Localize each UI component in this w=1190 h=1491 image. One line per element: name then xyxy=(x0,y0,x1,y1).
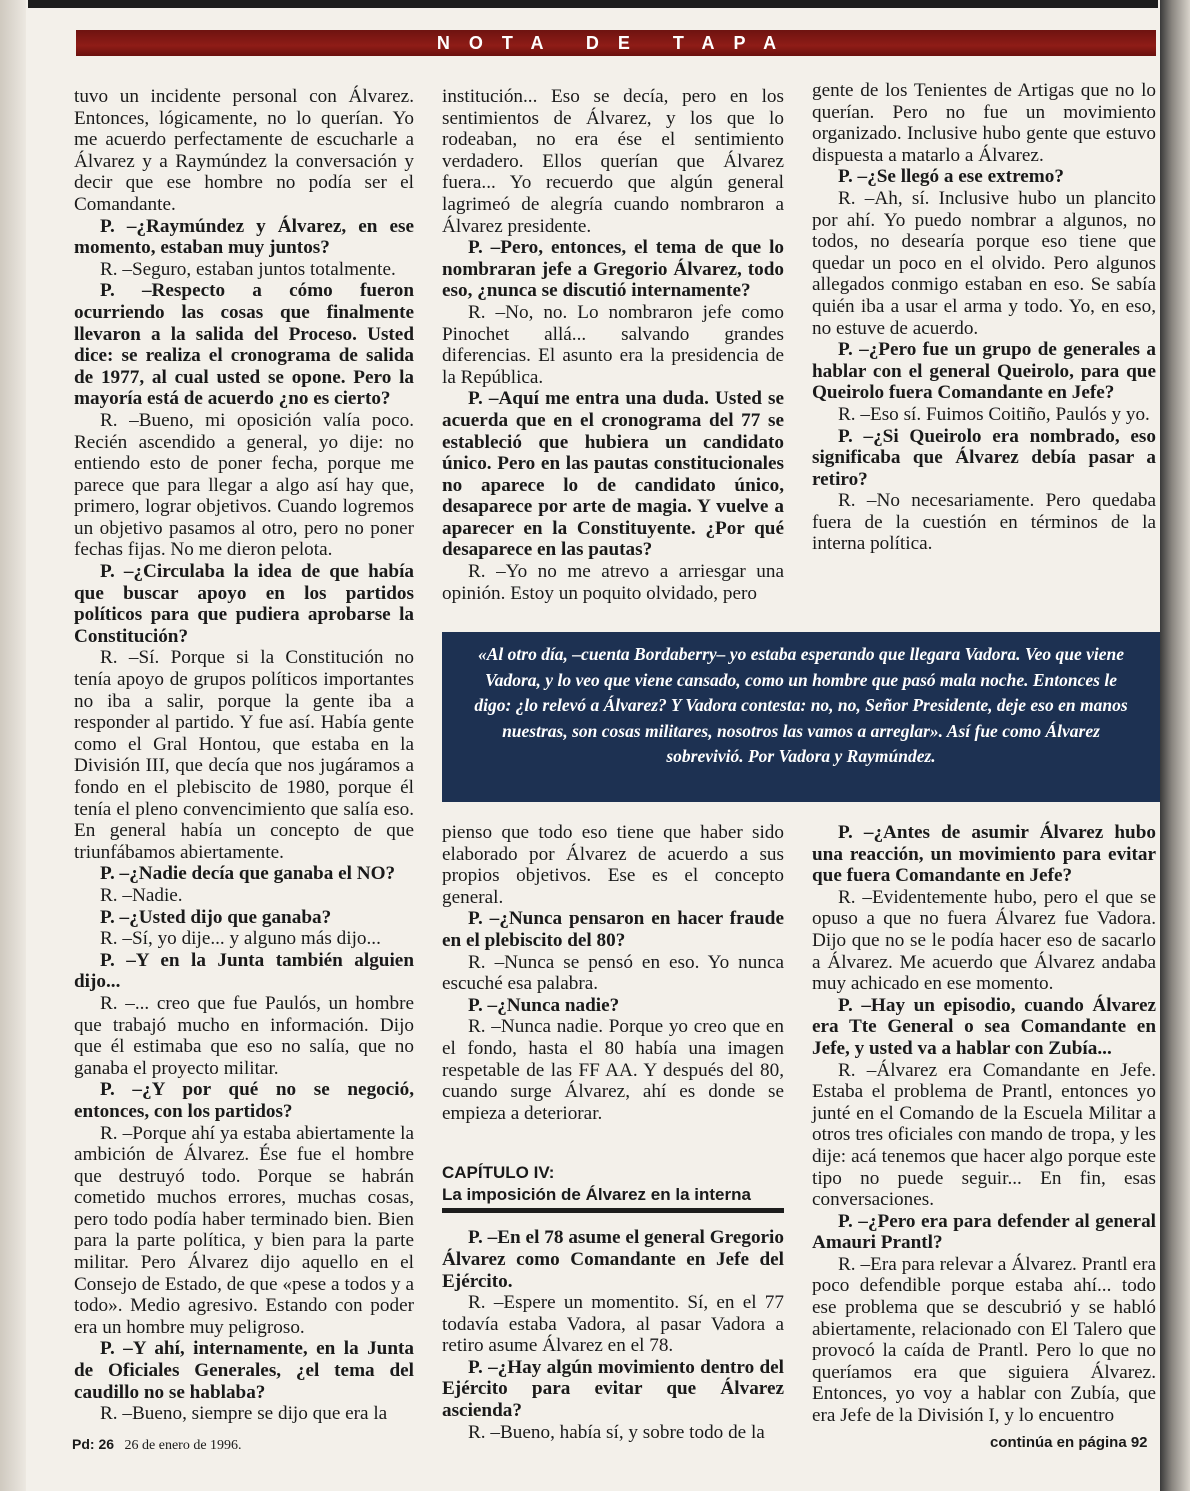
question: P. –Hay un episodio, cuando Álvarez era Tte General o sea Comandante en Jefe, y usted va a hablar con Zubía... xyxy=(812,994,1156,1059)
answer: R. –Sí. Porque si la Constitución no tenía apoyo de grupos políticos importantes no iba a salir, porque la gente iba a responder al partido. Y fue así. Había gente como el Gral Hontou, que estaba en la División III, que decía que nos jugáramos a fondo en el plebiscito de 1980, porque él tenía el pleno convencimiento que salía eso. En general había un concepto de que triunfábamos abiertamente. xyxy=(74,647,414,863)
question: P. –Y en la Junta también alguien dijo... xyxy=(74,949,414,993)
question: P. –Y ahí, internamente, en la Junta de Oficiales Generales, ¿el tema del caudillo no se hablaba? xyxy=(74,1338,414,1403)
top-rule xyxy=(28,0,1158,8)
pull-quote: «Al otro día, –cuenta Bordaberry– yo estaba esperando que llegara Vadora. Veo que viene Vadora, y lo veo que viene cansado, como un hombre que pasó mala noche. Entonces le digo: ¿lo relevó a Álvarez? Y Vadora contesta: no, no, Señor Presidente, deje eso en manos nuestras, son cosas militares, nosotros las vamos a arreglar». Así fue como Álvarez sobrevivió. Por Vadora y Raymúndez. xyxy=(442,632,1160,802)
answer: R. –Eso sí. Fuimos Coitiño, Paulós y yo. xyxy=(838,403,1150,425)
question: P. –¿Nunca pensaron en hacer fraude en el plebiscito del 80? xyxy=(442,908,784,951)
answer: R. –Bueno, mi oposición valía poco. Recién ascendido a general, yo dije: no entiendo esto de poner fecha, porque me parece que para llegar a algo así hay que, primero, lograr objetivos. Cuando logremos un objetivo pasamos al otro, pero no poner fechas fijas. No me dieron pelota. xyxy=(74,409,414,561)
question: P. –¿Pero fue un grupo de generales a hablar con el general Queirolo, para que Queirolo fuera Comandante en Jefe? xyxy=(812,339,1156,404)
section-header xyxy=(76,30,1156,56)
continues-link[interactable]: continúa en página 92 xyxy=(990,1434,1148,1451)
answer: R. –... creo que fue Paulós, un hombre que trabajó mucho en información. Dijo que él estimaba que eso no salía, que no ganaba el proyecto militar. xyxy=(74,992,414,1079)
chapter-label: CAPÍTULO IV: xyxy=(442,1163,555,1183)
paragraph: tuvo un incidente personal con Álvarez. Entonces, lógicamente, no lo querían. Yo me acuerdo perfectamente de escucharle a Álvarez y a Raymúndez la conversación y decir que ese hombre no podía ser el Comandante. xyxy=(74,86,414,215)
question: P. –¿Circulaba la idea de que había que buscar apoyo en los partidos políticos para que pudiera aprobarse la Constitución? xyxy=(74,561,414,647)
chapter-title: La imposición de Álvarez en la interna xyxy=(442,1185,751,1205)
answer: R. –Bueno, siempre se dijo que era la xyxy=(100,1403,388,1425)
answer: R. –No necesariamente. Pero quedaba fuera de la cuestión en términos de la interna política. xyxy=(812,490,1156,555)
answer: R. –Yo no me atrevo a arriesgar una opinión. Estoy un poquito olvidado, pero xyxy=(442,561,784,604)
page-gutter-shadow xyxy=(0,0,26,1491)
question: P. –¿Raymúndez y Álvarez, en ese momento, estaban muy juntos? xyxy=(74,215,414,259)
paragraph: gente de los Tenientes de Artigas que no lo querían. Pero no fue un movimiento organizado. Inclusive hubo gente que estuvo dispuesta a matarlo a Álvarez. xyxy=(812,80,1156,166)
answer: R. –Evidentemente hubo, pero el que se opuso a que no fuera Álvarez fue Vadora. Dijo que no se le podía hacer eso de sacarlo a Álvarez. Me acuerdo que Álvarez andaba muy achicado en ese momento. xyxy=(812,886,1156,995)
paragraph: pienso que todo eso tiene que haber sido elaborado por Álvarez de acuerdo a sus propios objetivos. Ese es el concepto general. xyxy=(442,822,784,908)
question: P. –¿Se llegó a ese extremo? xyxy=(838,166,1064,188)
answer: R. –Nunca nadie. Porque yo creo que en el fondo, hasta el 80 había una imagen respetable de las FF AA. Y después del 80, cuando surge Álvarez, ahí es donde se empieza a deteriorar. xyxy=(442,1016,784,1124)
page-edge xyxy=(1160,0,1190,1491)
question: P. –Aquí me entra una duda. Usted se acuerda que en el cronograma del 77 se estableció que hubiera un candidato único. Pero en las pautas constitucionales no aparece lo de candidato único, desaparece por arte de magia. Y vuelve a aparecer en la Constituyente. ¿Por qué desaparece en las pautas? xyxy=(442,388,784,561)
answer: R. –Seguro, estaban juntos totalmente. xyxy=(100,258,396,280)
section-label: NOTA DE TAPA xyxy=(436,33,796,53)
page-number: Pd: 26 xyxy=(72,1436,115,1452)
question: P. –¿Nunca nadie? xyxy=(468,994,620,1016)
question: P. –Pero, entonces, el tema de que lo nombraran jefe a Gregorio Álvarez, todo eso, ¿nunca se discutió internamente? xyxy=(442,237,784,302)
column-2-top xyxy=(442,86,784,604)
question: P. –¿Nadie decía que ganaba el NO? xyxy=(100,863,396,885)
column-3-bottom xyxy=(812,822,1156,1427)
question: P. –¿Usted dijo que ganaba? xyxy=(100,906,332,928)
page-footer xyxy=(72,1436,242,1454)
column-3-top xyxy=(812,80,1156,555)
answer: R. –Era para relevar a Álvarez. Prantl era poco defendible porque estaba ahí... todo ese problema que se descubrió y se habló abiertamente, relacionado con El Talero que provocó la caída de Prantl. Pero lo que no queríamos era que siguiera Álvarez. Entonces, yo voy a hablar con Zubía, que era Jefe de la División I, y lo encuentro xyxy=(812,1253,1156,1427)
column-1 xyxy=(74,86,414,1425)
answer: R. –Ah, sí. Inclusive hubo un plancito por ahí. Yo puedo nombrar a algunos, no todos, no desearía porque eso tiene que quedar un poco en el olvido. Pero algunos allegados conmigo estaban en eso. Se sabía quién iba a usar el arma y todo. Yo, en eso, no estuve de acuerdo. xyxy=(812,187,1156,339)
question: P. –En el 78 asume el general Gregorio Álvarez como Comandante en Jefe del Ejército. xyxy=(442,1227,784,1292)
answer: R. –Nadie. xyxy=(100,884,183,906)
question: P. –¿Antes de asumir Álvarez hubo una reacción, un movimiento para evitar que fuera Comandante en Jefe? xyxy=(812,822,1156,887)
answer: R. –Sí, yo dije... y alguno más dijo... xyxy=(100,928,381,950)
question: P. –Respecto a cómo fueron ocurriendo las cosas que finalmente llevaron a la salida del Proceso. Usted dice: se realiza el cronograma de salida de 1977, al cual usted se opone. Pero la mayoría está de acuerdo ¿no es cierto? xyxy=(74,280,414,410)
answer: R. –Bueno, había sí, y sobre todo de la xyxy=(468,1421,765,1443)
question: P. –¿Hay algún movimiento dentro del Ejército para evitar que Álvarez ascienda? xyxy=(442,1356,784,1422)
issue-date: 26 de enero de 1996. xyxy=(124,1438,242,1453)
question: P. –¿Y por qué no se negoció, entonces, con los partidos? xyxy=(74,1079,414,1122)
answer: R. –Espere un momentito. Sí, en el 77 todavía estaba Vadora, al pasar Vadora a retiro asume Álvarez en el 78. xyxy=(442,1292,784,1357)
answer: R. –Nunca se pensó en eso. Yo nunca escuché esa palabra. xyxy=(442,951,784,995)
chapter-rule xyxy=(442,1208,784,1213)
answer: R. –Porque ahí ya estaba abiertamente la ambición de Álvarez. Ése fue el hombre que destruyó todo. Porque se habrán cometido muchos errores, muchas cosas, pero todo podía haber terminado bien. Bien para la parte política, y bien para la parte militar. Pero Álvarez dijo aquello en el Consejo de Estado, de que «pese a todos y a todo». Medio agresivo. Estando con poder era un hombre muy peligroso. xyxy=(74,1122,414,1338)
answer: R. –Álvarez era Comandante en Jefe. Estaba el problema de Prantl, entonces yo junté en el Comando de la Escuela Militar a otros tres oficiales con mando de tropa, y les dije: acá tenemos que hacer algo porque este tipo no puede seguir... En fin, esas conversaciones. xyxy=(812,1059,1156,1211)
answer: R. –No, no. Lo nombraron jefe como Pinochet allá... salvando grandes diferencias. El asunto era la presidencia de la República. xyxy=(442,301,784,388)
paragraph: institución... Eso se decía, pero en los sentimientos de Álvarez, y los que lo rodeaban, no era ése el sentimiento verdadero. Ellos querían que Álvarez fuera... Yo recuerdo que algún general lagrimeó de alegría cuando nombraron a Álvarez presidente. xyxy=(442,86,784,237)
question: P. –¿Si Queirolo era nombrado, eso significaba que Álvarez debía pasar a retiro? xyxy=(812,425,1156,490)
column-2-bottom xyxy=(442,822,784,1443)
question: P. –¿Pero era para defender al general Amauri Prantl? xyxy=(812,1210,1156,1254)
